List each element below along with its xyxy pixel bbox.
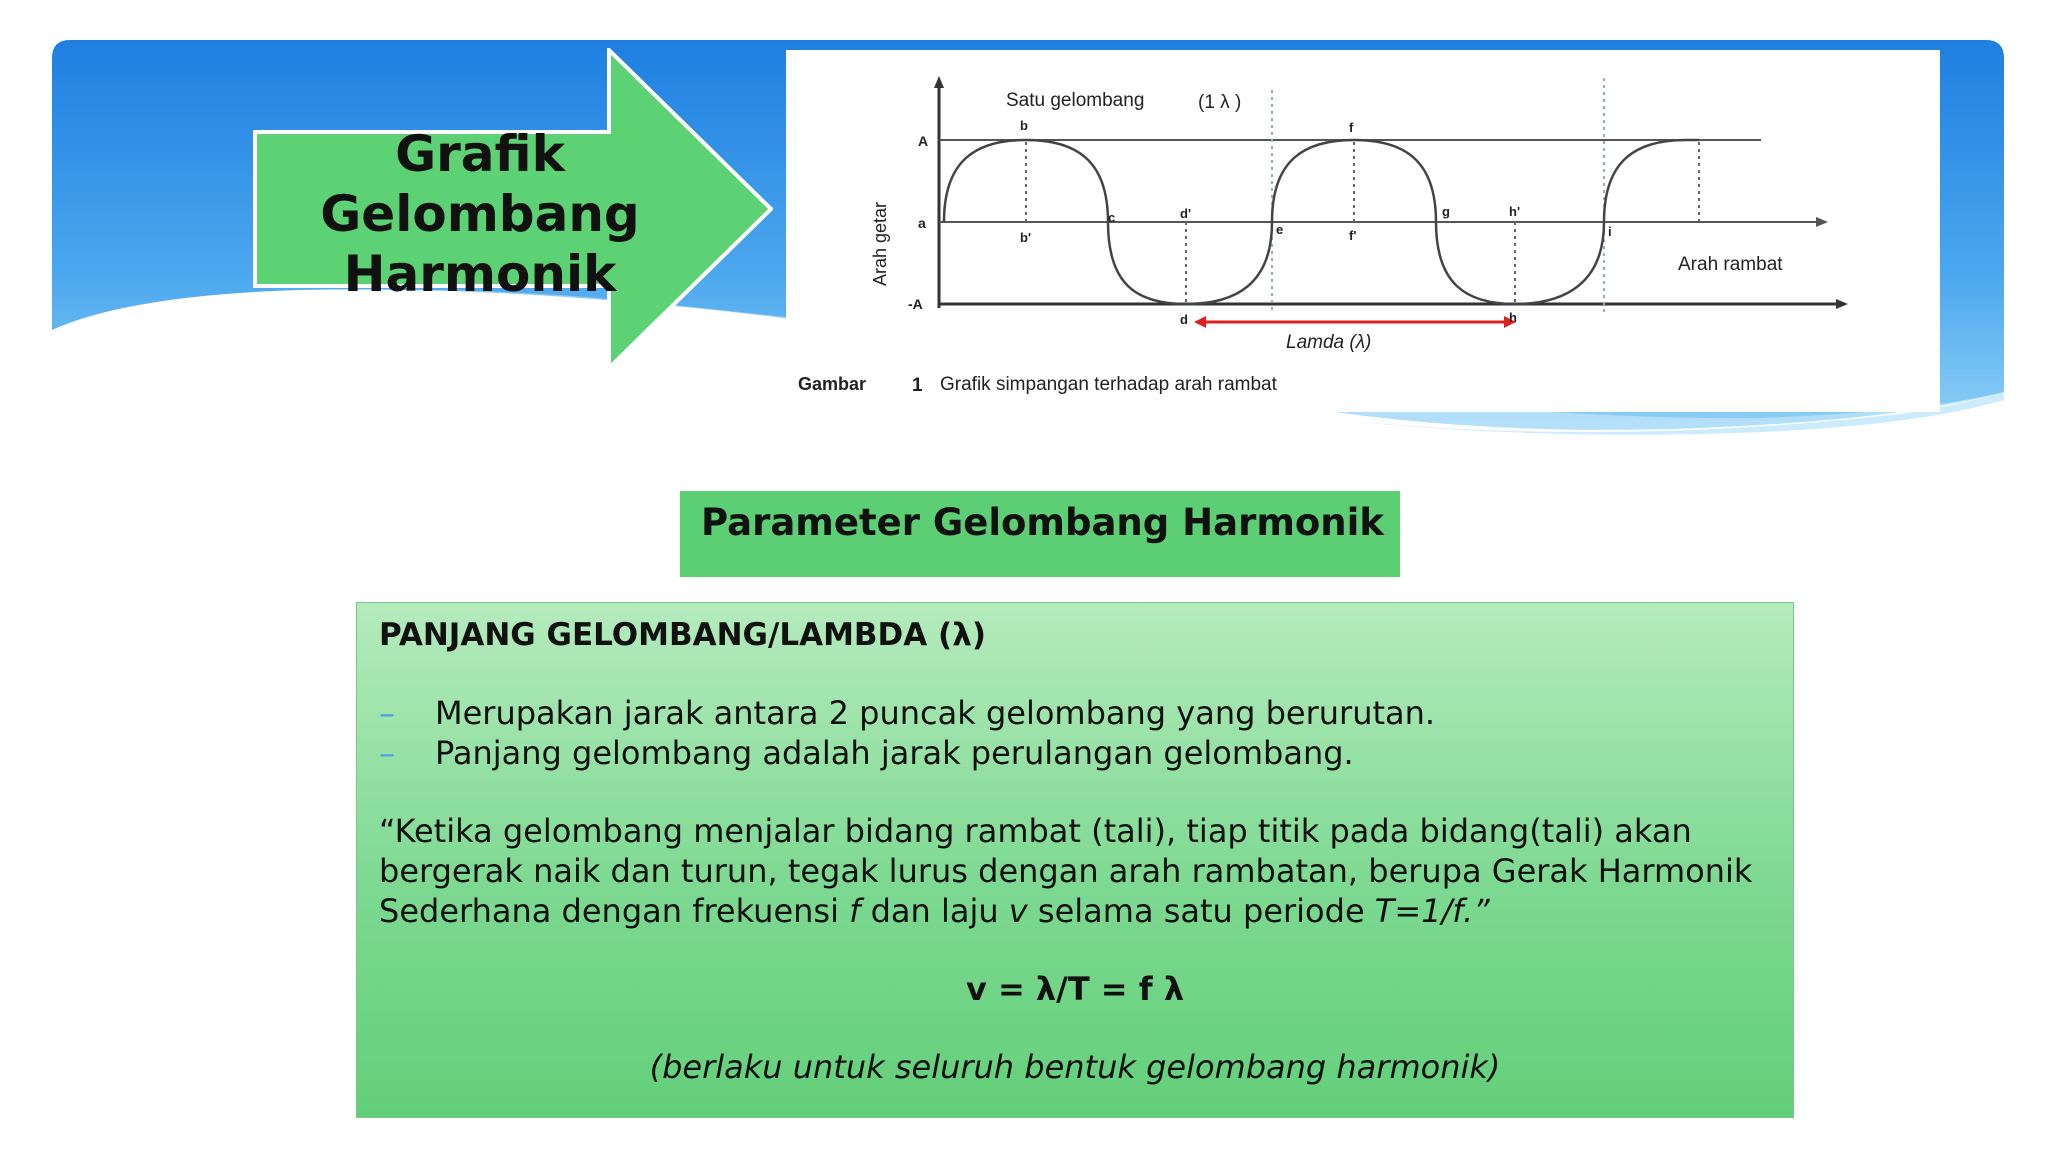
label-top: A bbox=[918, 133, 929, 149]
parameter-title: Parameter Gelombang Harmonik bbox=[701, 501, 1384, 544]
point-b-prime: b' bbox=[1020, 230, 1032, 245]
dash-icon: – bbox=[379, 694, 395, 732]
y-axis-label: Arah getar bbox=[870, 201, 890, 286]
label-mid: a bbox=[918, 215, 926, 231]
quote-paragraph: “Ketika gelombang menjalar bidang rambat (tali), tiap titik pada bidang(tali) akan bergerak naik dan turun, tegak lurus dengan arah rambatan, berupa Gerak Harmonik Sederhana dengan frekuensi f dan laju v selama satu periode T=1/f.” bbox=[379, 812, 1753, 930]
point-d: d bbox=[1180, 312, 1188, 327]
content-heading: PANJANG GELOMBANG/LAMBDA (λ) bbox=[379, 617, 987, 653]
lambda-label: Lamda (λ) bbox=[1286, 332, 1372, 353]
bullet-item bbox=[379, 733, 1771, 773]
caption-label: Gambar bbox=[798, 374, 867, 394]
bullet-text: Merupakan jarak antara 2 puncak gelombang yang berurutan. bbox=[435, 694, 1436, 732]
point-f: f bbox=[1349, 120, 1354, 135]
content-box bbox=[356, 602, 1794, 1118]
formula-note: (berlaku untuk seluruh bentuk gelombang harmonik) bbox=[649, 1048, 1501, 1086]
point-i: i bbox=[1608, 224, 1612, 239]
point-e: e bbox=[1276, 222, 1284, 237]
point-c: c bbox=[1108, 210, 1116, 225]
caption-number: 1 bbox=[912, 375, 923, 396]
arrow-title: Grafik Gelombang Harmonik bbox=[320, 125, 640, 303]
caption-text: Grafik simpangan terhadap arah rambat bbox=[940, 374, 1277, 395]
bullet-item bbox=[379, 693, 1771, 733]
dotted-guides bbox=[1026, 78, 1699, 314]
one-wave-label: Satu gelombang bbox=[1006, 90, 1145, 111]
point-d-prime: d' bbox=[1180, 206, 1192, 221]
label-bottom: -A bbox=[908, 296, 923, 312]
point-b: b bbox=[1020, 118, 1028, 133]
point-h-prime: h' bbox=[1509, 204, 1521, 219]
point-g: g bbox=[1442, 204, 1450, 219]
x-axis-label: Arah rambat bbox=[1678, 254, 1783, 275]
point-h: h bbox=[1509, 310, 1517, 325]
one-wave-symbol: (1 λ ) bbox=[1198, 92, 1242, 113]
point-f-prime: f' bbox=[1349, 228, 1357, 243]
wave-figure bbox=[786, 50, 1940, 412]
dash-icon: – bbox=[379, 734, 395, 772]
parameter-title-box bbox=[680, 491, 1400, 577]
formula: v = λ/T = f λ bbox=[965, 970, 1185, 1008]
bullet-text: Panjang gelombang adalah jarak perulangan gelombang. bbox=[435, 734, 1354, 772]
